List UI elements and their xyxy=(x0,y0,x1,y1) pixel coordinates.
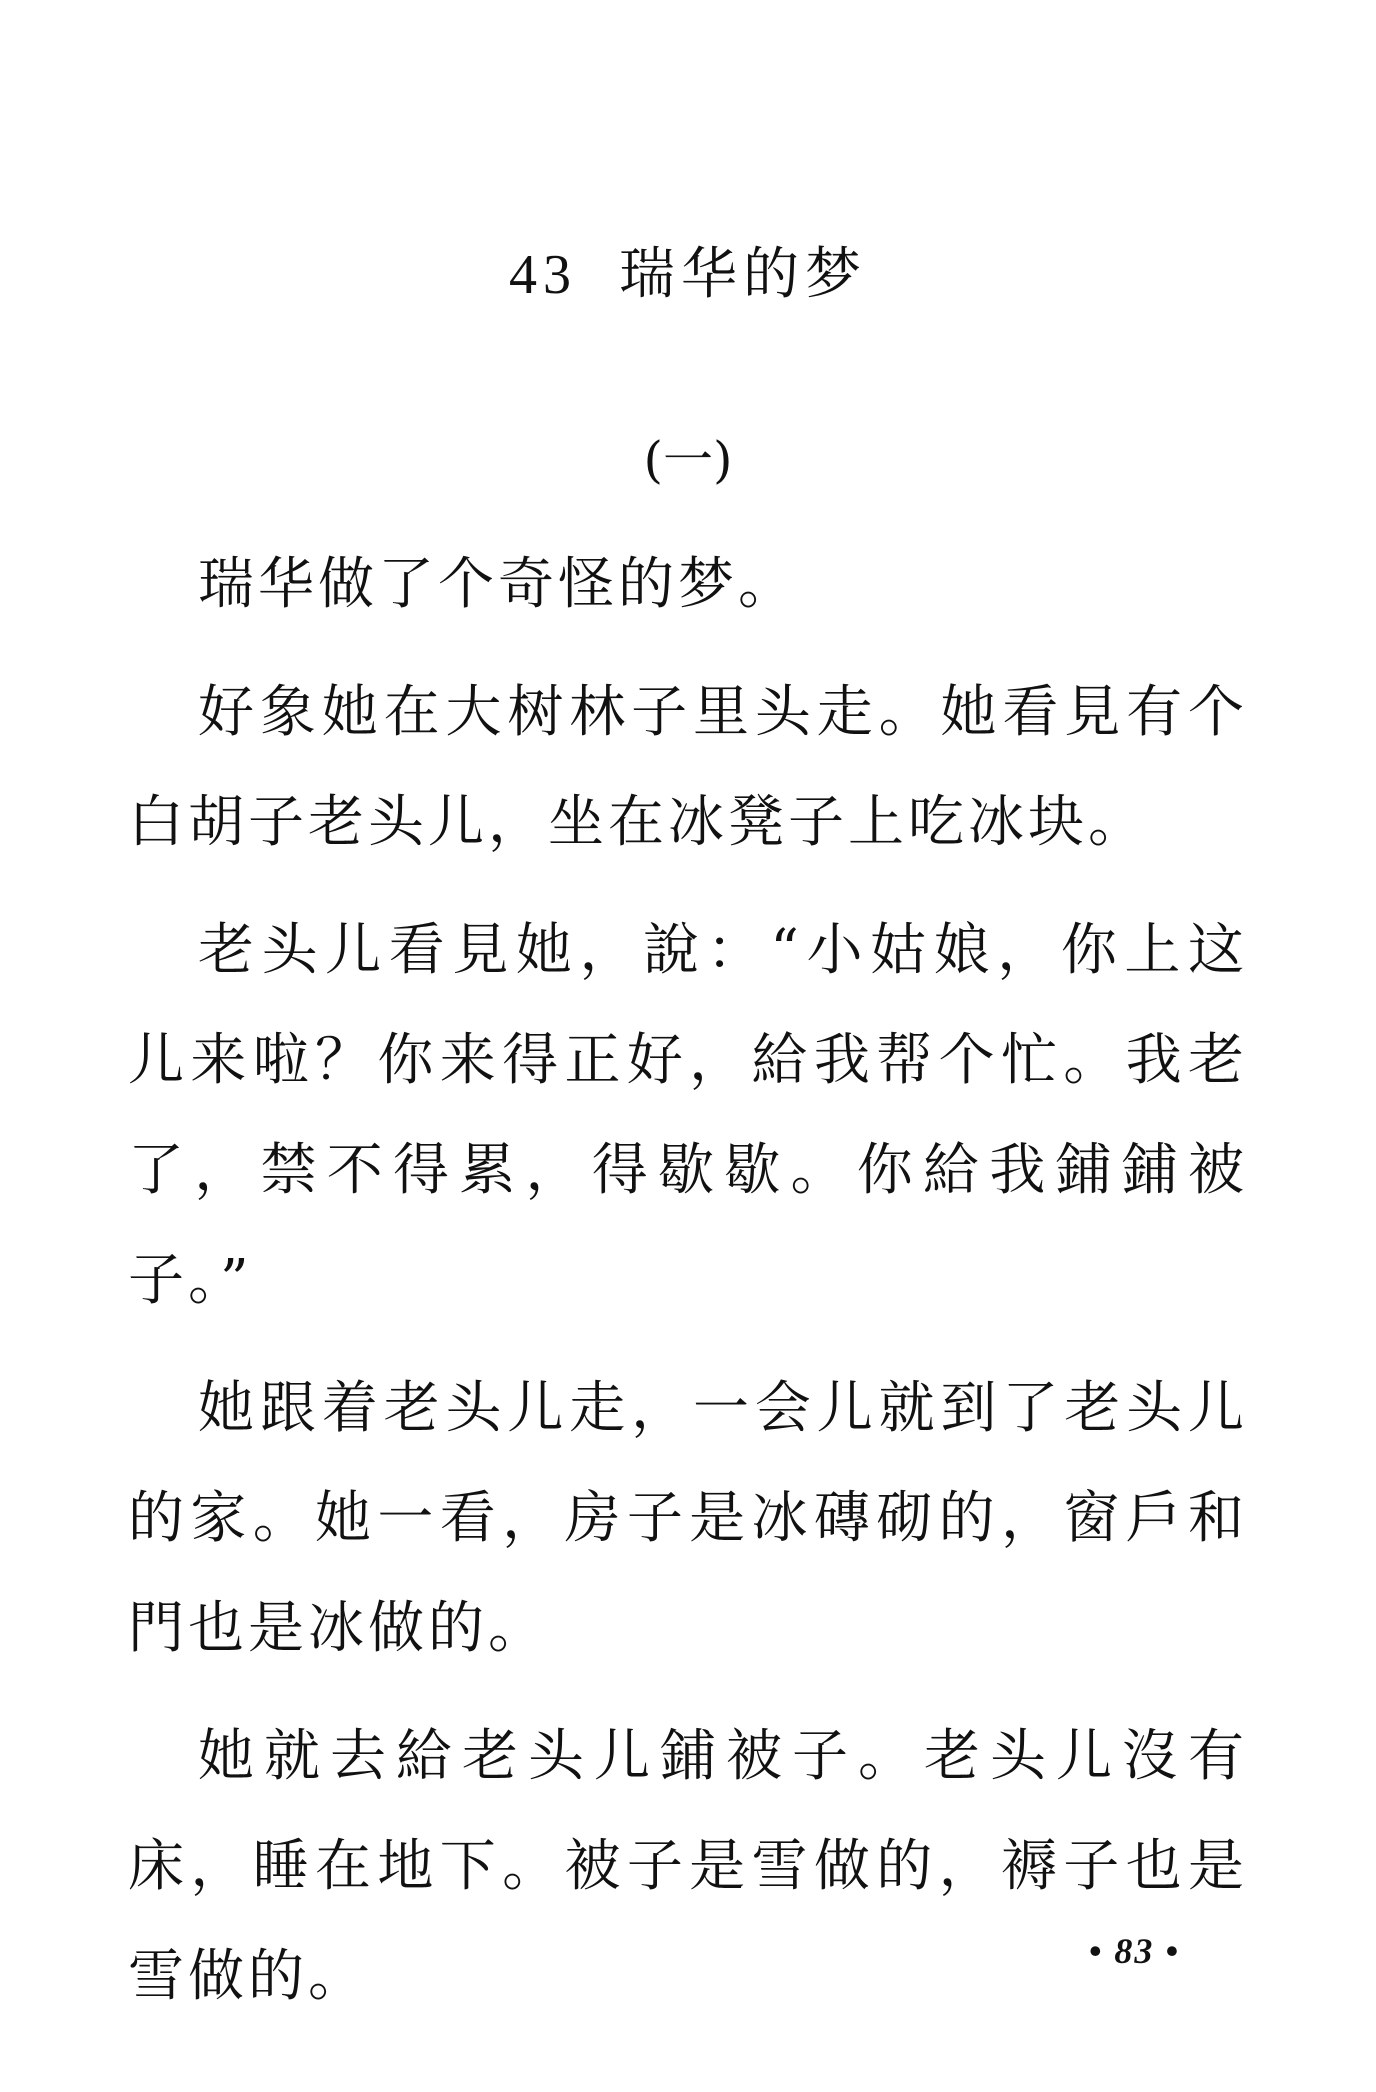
chapter-body xyxy=(128,530,1248,2050)
page-number: • 83 • xyxy=(1088,1931,1180,1971)
paragraph-5: 她就去給老头儿鋪被子。老头儿沒有床，睡在地下。被子是雪做的，褥子也是雪做的。 xyxy=(128,1724,1248,2009)
chapter-heading xyxy=(0,230,1376,310)
paragraph-1: 瑞华做了个奇怪的梦。 xyxy=(198,552,798,617)
paragraph-2: 好象她在大树林子里头走。她看見有个白胡子老头儿，坐在冰凳子上吃冰块。 xyxy=(128,680,1248,855)
section-label: (一) xyxy=(643,431,733,489)
paragraph-4: 她跟着老头儿走，一会儿就到了老头儿的家。她一看，房子是冰磚砌的，窗戶和門也是冰做的。 xyxy=(128,1376,1248,1661)
chapter-number: 43 xyxy=(509,244,577,306)
chapter-title: 瑞华的梦 xyxy=(619,242,867,307)
paragraph-3: 老头儿看見她，說：“小姑娘，你上这儿来啦？你来得正好，給我帮个忙。我老了，禁不得累，得歇歇。你給我鋪鋪被子。” xyxy=(128,918,1248,1313)
